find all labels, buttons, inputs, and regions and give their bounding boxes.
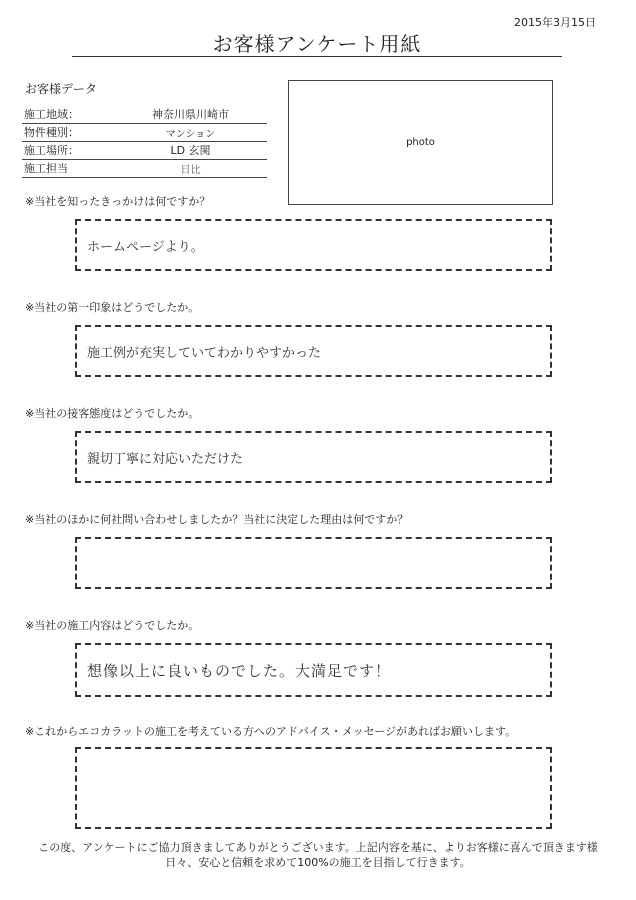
answer-text: 想像以上に良いものでした。大満足です！ xyxy=(87,661,392,680)
question-2: ※当社の第一印象はどうでしたか。 xyxy=(25,301,200,314)
info-label: 施工担当 xyxy=(24,162,68,175)
customer-info-table xyxy=(22,106,267,178)
answer-box-6 xyxy=(75,747,552,829)
answer-box-3 xyxy=(75,431,552,483)
info-label: 施工地域： xyxy=(24,108,79,121)
info-label: 物件種別： xyxy=(24,126,79,139)
answer-text: 施工例が充実していてわかりやすかった xyxy=(87,345,322,361)
photo-placeholder xyxy=(288,80,553,205)
info-value: マンション xyxy=(165,129,216,140)
question-1: ※当社を知ったきっかけは何ですか？ xyxy=(25,195,211,208)
info-row-property-type xyxy=(22,124,267,142)
answer-text: ホームページより。 xyxy=(87,239,204,255)
info-label: 施工場所： xyxy=(24,144,79,157)
answer-box-5 xyxy=(75,643,552,697)
question-6: ※これからエコカラットの施工を考えている方へのアドバイス・メッセージがあればお願いします。 xyxy=(25,725,517,738)
info-row-location xyxy=(22,142,267,160)
customer-data-heading: お客様データ xyxy=(25,82,98,96)
answer-box-2 xyxy=(75,325,552,377)
answer-box-1 xyxy=(75,219,552,271)
answer-box-4 xyxy=(75,537,552,589)
question-4: ※当社のほかに何社問い合わせしましたか？当社に決定した理由は何ですか？ xyxy=(25,513,409,526)
info-value: 神奈川県川崎市 xyxy=(152,108,229,121)
answer-text: 親切丁寧に対応いただけた xyxy=(87,451,244,467)
question-3: ※当社の接客態度はどうでしたか。 xyxy=(25,407,200,420)
info-row-staff xyxy=(22,160,267,178)
info-value: 日比 xyxy=(180,165,201,176)
page-title: お客様アンケート用紙 xyxy=(72,28,562,57)
survey-date: 2015年3月15日 xyxy=(514,16,596,29)
question-5: ※当社の施工内容はどうでしたか。 xyxy=(25,619,200,632)
footer-line-1: この度、アンケートにご協力頂きましてありがとうございます。上記内容を基に、よりお客様に喜んで頂きます様 xyxy=(38,841,598,854)
info-row-area xyxy=(22,106,267,124)
footer-line-2: 日々、安心と信頼を求めて100%の施工を目指して行きます。 xyxy=(165,856,471,869)
footer-message xyxy=(0,840,636,870)
info-value: LD 玄関 xyxy=(170,144,211,157)
photo-label: photo xyxy=(406,137,435,148)
